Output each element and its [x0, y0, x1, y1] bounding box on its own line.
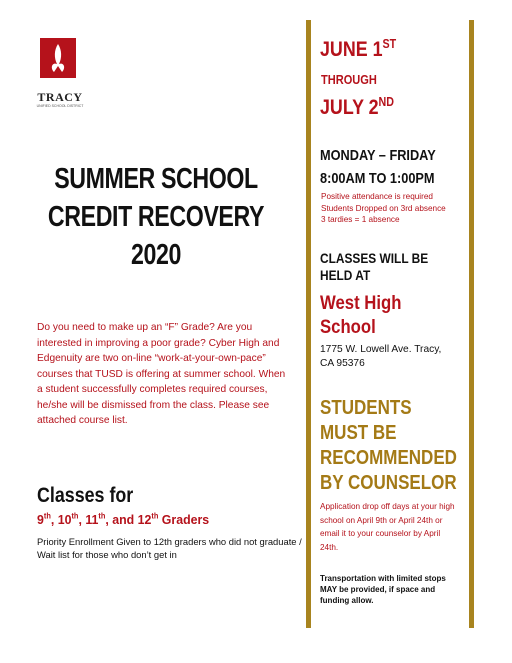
- title-line-3: 2020: [130, 239, 181, 271]
- through-label: THROUGH: [321, 72, 377, 87]
- classes-heading: Classes for: [37, 484, 134, 507]
- logo-mark-icon: [40, 38, 76, 78]
- grades-prefix: 9: [37, 512, 44, 527]
- priority-note: Priority Enrollment Given to 12th graders who did not graduate / Wait list for those who don’t get in: [37, 536, 302, 560]
- start-date: JUNE 1ST: [320, 37, 397, 61]
- page-title: [0, 160, 312, 274]
- attendance-note-2: Students Dropped on 3rd absence: [321, 203, 446, 213]
- end-date: JULY 2ND: [320, 95, 395, 119]
- school-address: 1775 W. Lowell Ave. Tracy, CA 95376: [320, 344, 442, 369]
- intro-paragraph: Do you need to make up an “F” Grade? Are you interested in improving a poor grade? Cyber High and Edgenuity are two on-line “work-at-your-own-pace” courses that TUSD is offering at summer school. When a student successfully completes required courses, he/she will be dismissed from the class. Please see attached course list.: [37, 322, 286, 426]
- logo-name: TRACY: [37, 90, 83, 104]
- logo-subtitle: UNIFIED SCHOOL DISTRICT: [36, 104, 84, 108]
- transport-note: Transportation with limited stops MAY be provided, if space and funding allow.: [320, 574, 446, 605]
- grades-line: 9th, 10th, 11th, and 12th Graders: [37, 511, 210, 527]
- attendance-note-3: 3 tardies = 1 absence: [321, 215, 400, 224]
- attendance-notes: [321, 191, 446, 226]
- divider-right: [469, 20, 474, 628]
- recommendation-heading: STUDENTS MUST BE RECOMMENDED BY COUNSELOR: [320, 397, 457, 494]
- schedule-hours: 8:00AM TO 1:00PM: [320, 170, 435, 187]
- title-line-1: SUMMER SCHOOL: [54, 163, 258, 195]
- divider-left: [306, 20, 311, 628]
- school-name: West High School: [320, 293, 402, 338]
- district-logo: [34, 38, 84, 116]
- dropoff-note: Application drop off days at your high school on April 9th or April 24th or email it to your counselor by April 24th.: [320, 502, 455, 552]
- title-line-2: CREDIT RECOVERY: [47, 201, 265, 233]
- schedule-days: MONDAY – FRIDAY: [320, 147, 436, 164]
- attendance-note-1: Positive attendance is required: [321, 192, 433, 201]
- location-heading: CLASSES WILL BE HELD AT: [320, 250, 429, 283]
